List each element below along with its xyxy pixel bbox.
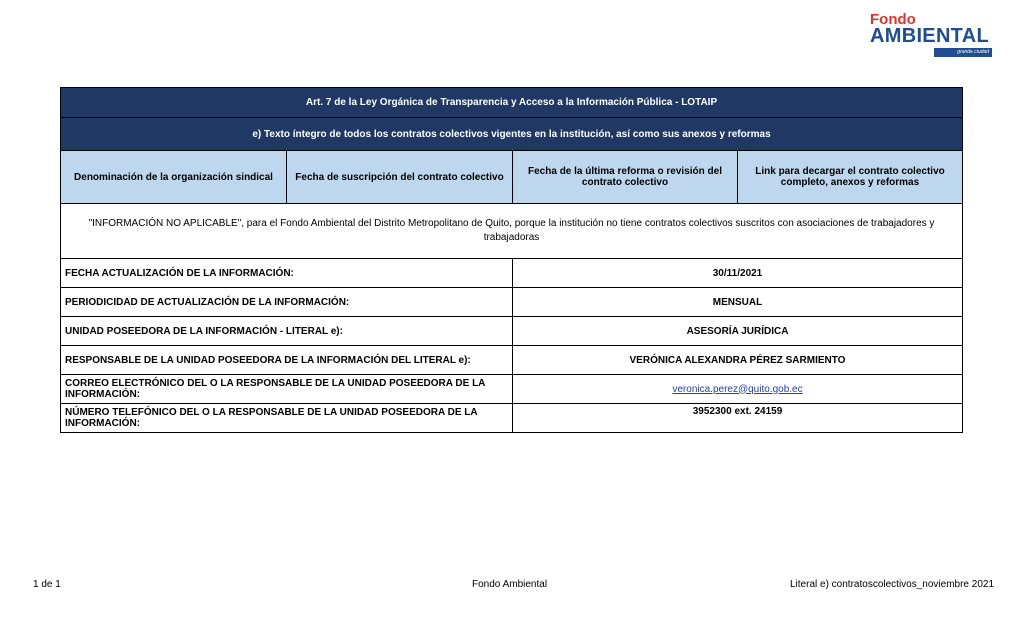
info-row xyxy=(61,375,963,404)
logo-line2: AMBIENTAL xyxy=(870,25,989,47)
info-value-telefono: 3952300 ext. 24159 xyxy=(513,404,963,433)
info-row xyxy=(61,317,963,346)
info-label-periodicidad: PERIODICIDAD DE ACTUALIZACIÓN DE LA INFORMACIÓN: xyxy=(61,288,513,317)
header-subtitle-row xyxy=(61,118,963,151)
footer-page: 1 de 1 xyxy=(33,579,61,590)
footer-right: Literal e) contratoscolectivos_noviembre 2021 xyxy=(790,579,994,590)
email-link[interactable]: veronica.perez@quito.gob.ec xyxy=(672,383,803,395)
info-value-periodicidad: MENSUAL xyxy=(513,288,963,317)
info-label-unidad: UNIDAD POSEEDORA DE LA INFORMACIÓN - LITERAL e): xyxy=(61,317,513,346)
note-row xyxy=(61,204,963,259)
no-aplica-note: "INFORMACIÓN NO APLICABLE", para el Fondo Ambiental del Distrito Metropolitano de Quito, porque la institución no tiene contratos colectivos suscritos con asociaciones de trabajadores y trabajadoras xyxy=(61,204,963,259)
info-value-fecha: 30/11/2021 xyxy=(513,259,963,288)
info-label-telefono: NÚMERO TELEFÓNICO DEL O LA RESPONSABLE DE LA UNIDAD POSEEDORA DE LA INFORMACIÓN: xyxy=(61,404,513,433)
info-value-correo xyxy=(513,375,963,404)
info-row xyxy=(61,346,963,375)
lotaip-table xyxy=(60,87,963,433)
info-row xyxy=(61,259,963,288)
info-value-unidad: ASESORÍA JURÍDICA xyxy=(513,317,963,346)
column-header-fecha-suscripcion: Fecha de suscripción del contrato colectivo xyxy=(287,151,513,204)
header-subtitle: e) Texto íntegro de todos los contratos colectivos vigentes en la institución, así como sus anexos y reformas xyxy=(61,118,963,151)
info-label-correo: CORREO ELECTRÓNICO DEL O LA RESPONSABLE DE LA UNIDAD POSEEDORA DE LA INFORMACIÓN: xyxy=(61,375,513,404)
header-title-row xyxy=(61,88,963,118)
fondo-ambiental-logo xyxy=(864,10,996,56)
logo-line1: Fondo xyxy=(870,11,916,28)
info-value-responsable: VERÓNICA ALEXANDRA PÉREZ SARMIENTO xyxy=(513,346,963,375)
column-header-row xyxy=(61,151,963,204)
column-header-organizacion: Denominación de la organización sindical xyxy=(61,151,287,204)
column-header-link: Link para decargar el contrato colectivo completo, anexos y reformas xyxy=(738,151,963,204)
column-header-fecha-reforma: Fecha de la última reforma o revisión del contrato colectivo xyxy=(513,151,738,204)
logo-tagline: grande ciudad xyxy=(934,48,992,57)
footer-center: Fondo Ambiental xyxy=(472,579,548,590)
info-label-fecha: FECHA ACTUALIZACIÓN DE LA INFORMACIÓN: xyxy=(61,259,513,288)
info-label-responsable: RESPONSABLE DE LA UNIDAD POSEEDORA DE LA INFORMACIÓN DEL LITERAL e): xyxy=(61,346,513,375)
header-title: Art. 7 de la Ley Orgánica de Transparencia y Acceso a la Información Pública - LOTAIP xyxy=(61,88,963,118)
info-row xyxy=(61,288,963,317)
info-row xyxy=(61,404,963,433)
